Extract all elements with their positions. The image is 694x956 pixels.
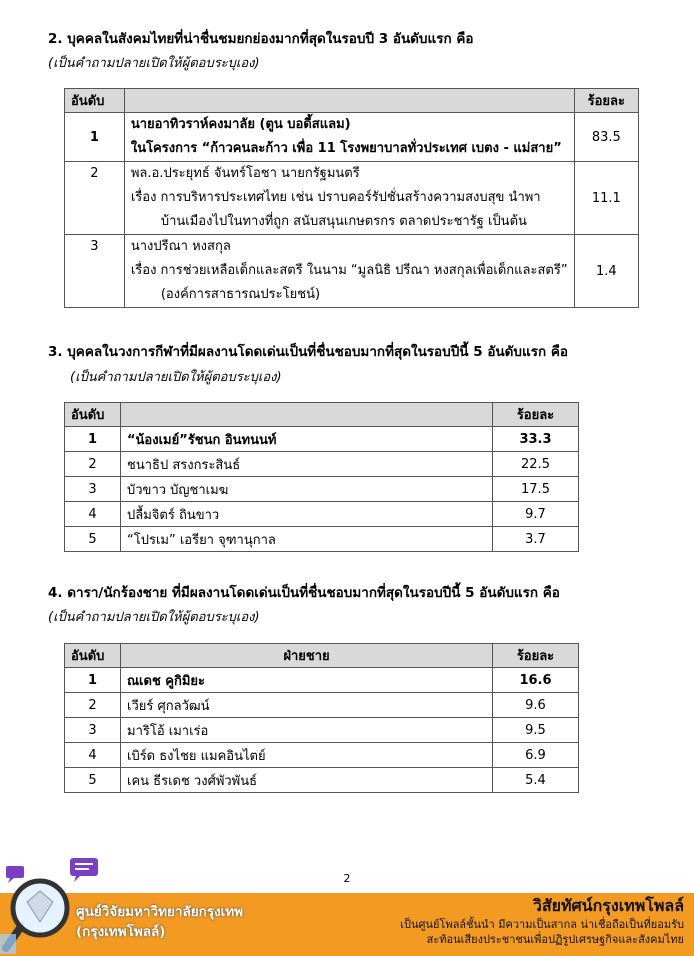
rank-cell: 5: [65, 527, 121, 552]
section-3-title: 3. บุคคลในวงการกีฬาที่มีผลงานโดดเด่นเป็นที่ชื่นชอบมากที่สุดในรอบปีนี้ 5 อันดับแรก คือ: [48, 344, 568, 360]
detail-line: ในโครงการ “ก้าวคนละก้าว เพื่อ 11 โรงพยาบาลทั่วประเทศ เบตง - แม่สาย”: [130, 141, 562, 156]
section-4-table: [64, 643, 579, 793]
table-row: [65, 768, 579, 793]
footer-org-name: ศูนย์วิจัยมหาวิทยาลัยกรุงเทพ: [76, 904, 244, 920]
name-line: นางปรีณา หงสกุล: [130, 239, 231, 254]
table-row: [65, 502, 579, 527]
detail-line: บ้านเมืองไปในทางที่ถูก สนับสนุนเกษตรกร ตลาดประชารัฐ เป็นต้น: [160, 214, 527, 229]
table-row: [65, 527, 579, 552]
header-percent: ร้อยละ: [493, 644, 579, 668]
table-row: [65, 668, 579, 693]
rank-cell: 4: [65, 502, 121, 527]
header-rank: อันดับ: [65, 403, 121, 427]
table-row: [65, 162, 639, 235]
rank-cell: 2: [65, 693, 121, 718]
footer-vision-line: เป็นศูนย์โพลล์ชั้นนำ มีความเป็นสากล น่าเชื่อถือเป็นที่ยอมรับ: [400, 918, 684, 931]
rank-cell: 4: [65, 743, 121, 768]
header-percent: ร้อยละ: [493, 403, 579, 427]
section-2-title: 2. บุคคลในสังคมไทยที่น่าชื่นชมยกย่องมากที่สุดในรอบปี 3 อันดับแรก คือ: [48, 31, 474, 47]
percent-cell: 9.7: [493, 502, 579, 527]
rank-cell: 3: [65, 477, 121, 502]
detail-line: เรื่อง การช่วยเหลือเด็กและสตรี ในนาม “มูลนิธิ ปรีณา หงสกุลเพื่อเด็กและสตรี”: [130, 263, 568, 278]
percent-cell: 6.9: [493, 743, 579, 768]
name-cell: [124, 235, 574, 308]
rank-cell: 1: [65, 668, 121, 693]
section-2-note: (เป็นคำถามปลายเปิดให้ผู้ตอบระบุเอง): [48, 56, 260, 71]
name-cell: เคน ธีรเดช วงศ์พัวพันธ์: [121, 768, 493, 793]
footer-vision-title: วิสัยทัศน์กรุงเทพโพลล์: [532, 896, 684, 915]
section-3-note: (เป็นคำถามปลายเปิดให้ผู้ตอบระบุเอง): [70, 370, 282, 385]
percent-cell: 22.5: [493, 452, 579, 477]
name-line: พล.อ.ประยุทธ์ จันทร์โอชา นายกรัฐมนตรี: [130, 166, 360, 181]
table-row: [65, 235, 639, 308]
table-header-row: [65, 403, 579, 427]
percent-cell: 11.1: [574, 162, 638, 235]
name-cell: “น้องเมย์”รัชนก อินทนนท์: [121, 427, 493, 452]
rank-cell: 2: [65, 162, 125, 235]
name-cell: [124, 113, 574, 162]
footer-organization: [76, 902, 243, 942]
table-row: [65, 113, 639, 162]
name-cell: เบิร์ด ธงไชย แมคอินไตย์: [121, 743, 493, 768]
percent-cell: 33.3: [493, 427, 579, 452]
section-3-table: [64, 402, 579, 552]
percent-cell: 3.7: [493, 527, 579, 552]
section-4-title: 4. ดารา/นักร้องชาย ที่มีผลงานโดดเด่นเป็นที่ชื่นชอบมากที่สุดในรอบปีนี้ 5 อันดับแรก คือ: [48, 585, 560, 601]
name-cell: ชนาธิป สรงกระสินธ์: [121, 452, 493, 477]
percent-cell: 16.6: [493, 668, 579, 693]
footer-org-subname: (กรุงเทพโพลล์): [76, 924, 166, 940]
footer-vision: [400, 895, 684, 947]
table-header-row: [65, 644, 579, 668]
table-row: [65, 452, 579, 477]
detail-line: เรื่อง การบริหารประเทศไทย เช่น ปราบคอร์รัปชั่นสร้างความสงบสุข นำพา: [130, 190, 541, 205]
table-row: [65, 693, 579, 718]
percent-cell: 17.5: [493, 477, 579, 502]
header-percent: ร้อยละ: [574, 89, 638, 113]
name-cell: เวียร์ ศุกลวัฒน์: [121, 693, 493, 718]
header-name: ฝ่ายชาย: [121, 644, 493, 668]
rank-cell: 5: [65, 768, 121, 793]
table-row: [65, 718, 579, 743]
table-row: [65, 743, 579, 768]
name-cell: ณเดช คูกิมิยะ: [121, 668, 493, 693]
rank-cell: 3: [65, 235, 125, 308]
rank-cell: 3: [65, 718, 121, 743]
header-rank: อันดับ: [65, 644, 121, 668]
table-header-row: [65, 89, 639, 113]
rank-cell: 1: [65, 427, 121, 452]
percent-cell: 5.4: [493, 768, 579, 793]
page-number: 2: [343, 872, 351, 885]
name-cell: “โปรเม” เอรียา จุฑานุกาล: [121, 527, 493, 552]
section-2-table: [64, 88, 639, 308]
name-cell: [124, 162, 574, 235]
percent-cell: 1.4: [574, 235, 638, 308]
percent-cell: 9.6: [493, 693, 579, 718]
name-cell: มาริโอ้ เมาเร่อ: [121, 718, 493, 743]
rank-cell: 2: [65, 452, 121, 477]
table-row: [65, 477, 579, 502]
percent-cell: 83.5: [574, 113, 638, 162]
section-4-note: (เป็นคำถามปลายเปิดให้ผู้ตอบระบุเอง): [48, 610, 260, 625]
name-cell: บัวขาว บัญชาเมฆ: [121, 477, 493, 502]
name-cell: ปลื้มจิตร์ ถินขาว: [121, 502, 493, 527]
header-name: [121, 403, 493, 427]
name-line: นายอาทิวราห์คงมาลัย (ตูน บอดี้สแลม): [130, 117, 351, 132]
rank-cell: 1: [65, 113, 125, 162]
detail-line: (องค์การสาธารณประโยชน์): [160, 287, 321, 302]
header-rank: อันดับ: [65, 89, 125, 113]
percent-cell: 9.5: [493, 718, 579, 743]
table-row: [65, 427, 579, 452]
header-name: [124, 89, 574, 113]
footer-vision-line: สะท้อนเสียงประชาชนเพื่อปฏิรูปเศรษฐกิจและสังคมไทย: [426, 933, 684, 946]
